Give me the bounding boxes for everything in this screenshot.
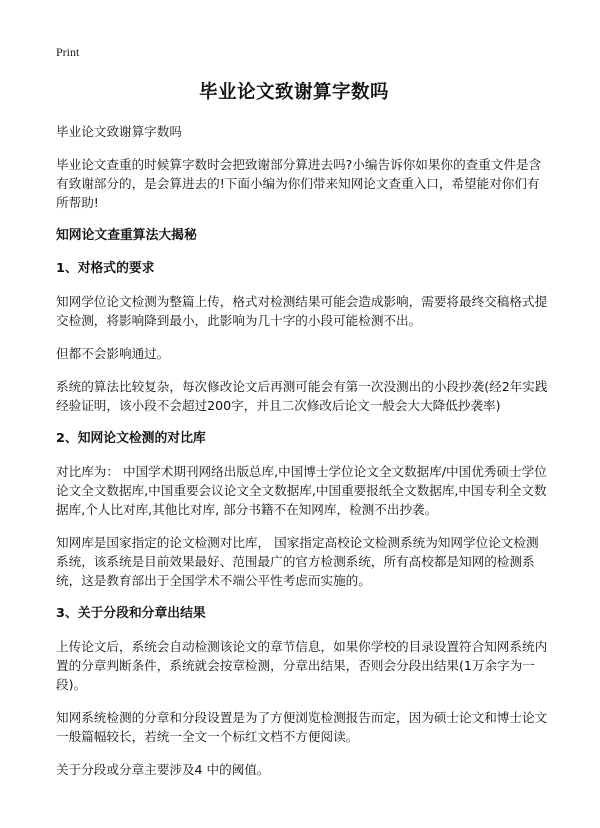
paragraph: 毕业论文致谢算字数吗 — [56, 124, 182, 139]
document-title: 毕业论文致谢算字数吗 — [198, 82, 389, 103]
paragraph: 但都不会影响通过。 — [56, 346, 170, 361]
document-page — [56, 44, 550, 793]
paragraph: 关于分段或分章主要涉及4 中的阈值。 — [56, 762, 270, 777]
paragraph: 毕业论文查重的时候算字数时会把致谢部分算进去吗?小编告诉你如果你的查重文件是含有致谢部分的，是会算进去的!下面小编为你们带来知网论文查重入口，希望能对你们有所帮助! — [56, 157, 542, 210]
section-heading: 3、关于分段和分章出结果 — [56, 606, 206, 621]
paragraph: 对比库为： 中国学术期刊网络出版总库,中国博士学位论文全文数据库/中国优秀硕士学位论文全文数据库,中国重要会议论文全文数据库,中国重要报纸全文数据库,中国专利全文数据库,个人比对库,其他比对库, 部分书籍不在知网库，检测不出抄袭。 — [56, 464, 547, 517]
paragraph: 知网学位论文检测为整篇上传，格式对检测结果可能会造成影响，需要将最终交稿格式提交检测，将影响降到最小，此影响为几十字的小段可能检测不出。 — [56, 294, 548, 328]
section-heading: 1、对格式的要求 — [56, 261, 155, 276]
paragraph: 知网系统检测的分章和分段设置是为了方便浏览检测报告而定，因为硕士论文和博士论文一般篇幅较长，若统一全文一个标红文档不方便阅读。 — [56, 710, 548, 744]
paragraph: 知网库是国家指定的论文检测对比库， 国家指定高校论文检测系统为知网学位论文检测系统，该系统是目前效果最好、范围最广的官方检测系统，所有高校都是知网的检测系统，这是教育部出于全国学术不端公平性考虑而实施的。 — [56, 535, 539, 588]
paragraph: 上传论文后，系统会自动检测该论文的章节信息，如果你学校的目录设置符合知网系统内置的分章判断条件，系统就会按章检测，分章出结果，否则会分段出结果(1万余字为一段)。 — [56, 639, 548, 692]
section-heading: 知网论文查重算法大揭秘 — [56, 228, 197, 243]
print-label: Print — [56, 45, 80, 59]
section-heading: 2、知网论文检测的对比库 — [56, 431, 206, 446]
paragraph: 系统的算法比较复杂，每次修改论文后再测可能会有第一次没测出的小段抄袭(经2年实践经验证明，该小段不会超过200字，并且二次修改后论文一般会大大降低抄袭率) — [56, 379, 548, 413]
